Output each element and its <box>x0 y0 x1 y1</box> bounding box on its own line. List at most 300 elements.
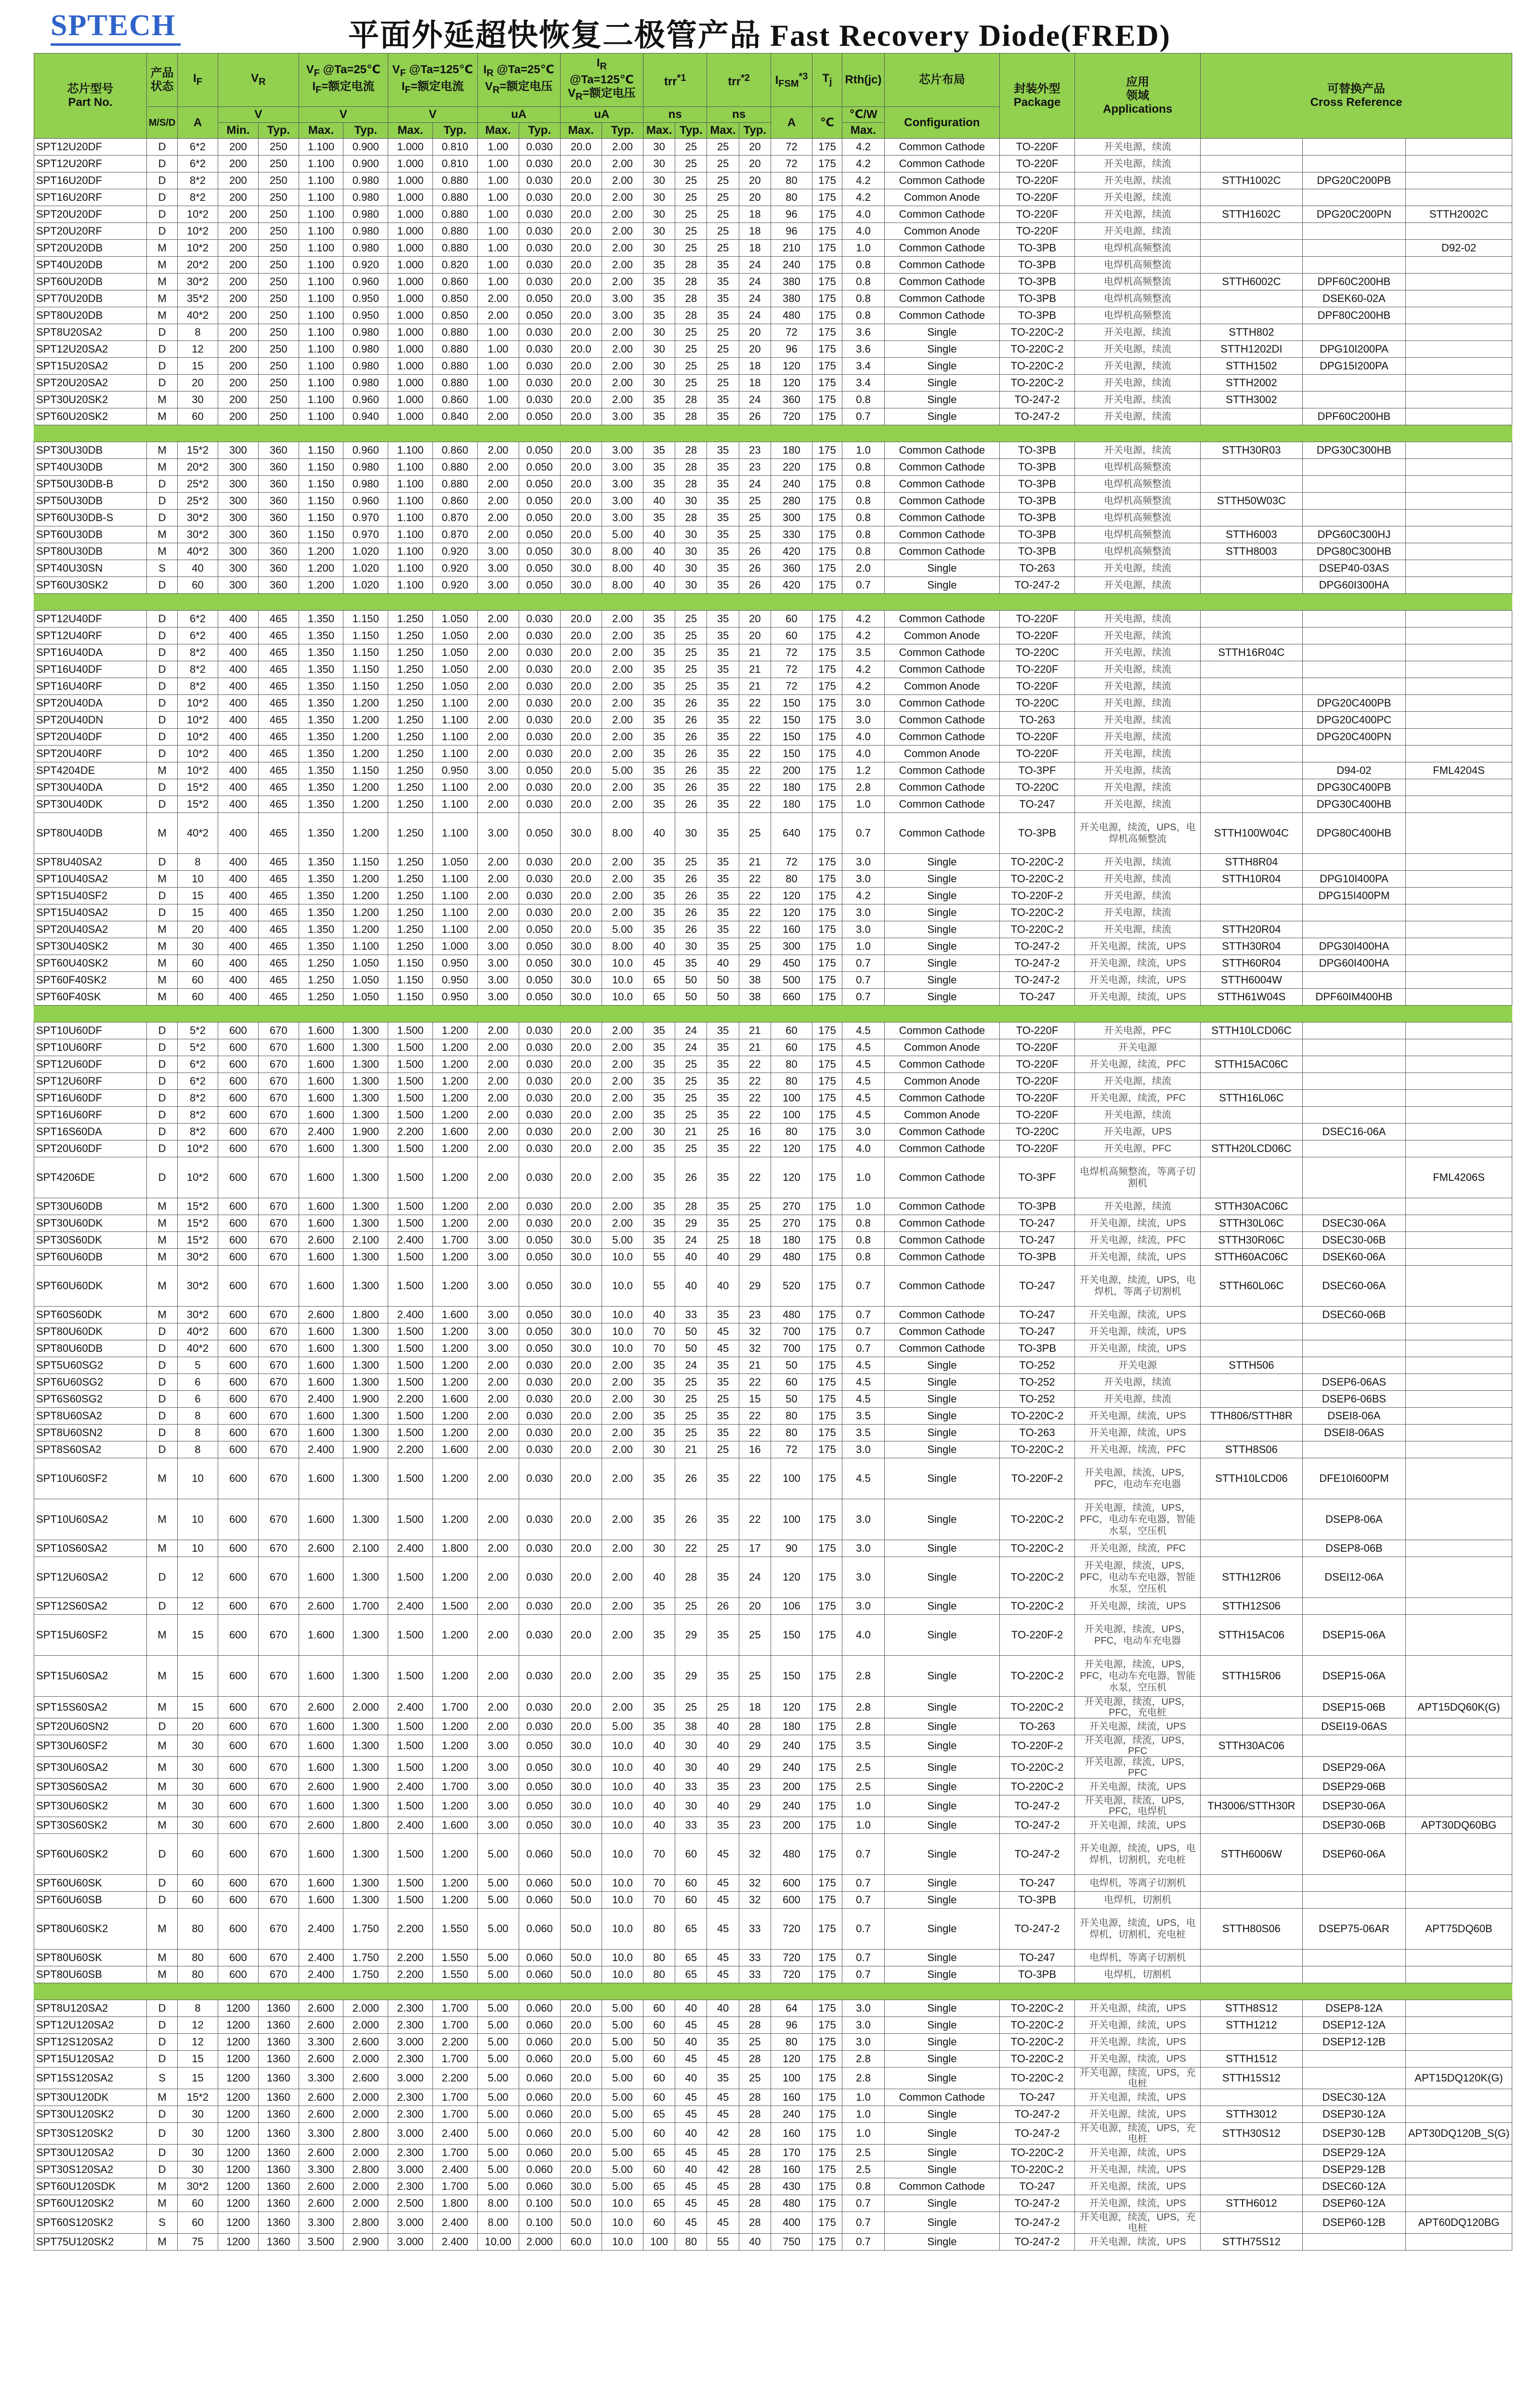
cell-ir125-typ: 3.00 <box>602 290 643 307</box>
cell-vf125-typ: 1.200 <box>432 1834 477 1875</box>
cell-trr2-typ: 20 <box>739 139 771 156</box>
cell-vf125-max: 2.200 <box>388 1441 433 1458</box>
cell-if: 6*2 <box>178 139 218 156</box>
cell-vr-min: 400 <box>218 813 258 854</box>
cell-configuration: Single <box>885 2034 999 2051</box>
cell-trr2-max: 40 <box>707 1266 739 1307</box>
cell-ir125-max: 30.0 <box>560 955 602 972</box>
cell-trr2-typ: 23 <box>739 1307 771 1323</box>
cell-rth: 2.5 <box>842 2145 884 2161</box>
table-row <box>34 611 1512 628</box>
cell-ir25-typ: 0.030 <box>519 1198 560 1215</box>
cell-part-no: SPT50U30DB-B <box>34 476 147 493</box>
cell-vf125-typ: 1.700 <box>432 2017 477 2034</box>
cell-ifsm: 100 <box>771 1090 812 1107</box>
cell-xref-3 <box>1406 1073 1512 1090</box>
cell-xref-3 <box>1406 442 1512 459</box>
cell-package: TO-3PB <box>999 1892 1075 1909</box>
cell-status: D <box>147 644 178 661</box>
cell-xref-3 <box>1406 1039 1512 1056</box>
cell-xref-1 <box>1200 1124 1302 1140</box>
cell-vr-typ: 1360 <box>258 2068 299 2089</box>
cell-ir125-max: 20.0 <box>560 341 602 358</box>
cell-applications: 开关电源，续流，UPS，电焊机，等离子切割机 <box>1075 1266 1201 1307</box>
cell-ir125-max: 30.0 <box>560 1795 602 1817</box>
cell-ir25-max: 2.00 <box>477 1425 519 1441</box>
cell-trr2-max: 45 <box>707 1950 739 1966</box>
cell-package: TO-247 <box>999 1215 1075 1232</box>
cell-configuration: Common Cathode <box>885 543 999 560</box>
cell-applications: 开关电源，续流 <box>1075 644 1201 661</box>
cell-if: 60 <box>178 2195 218 2212</box>
cell-ifsm: 500 <box>771 972 812 989</box>
cell-vf125-typ: 1.200 <box>432 1107 477 1124</box>
cell-trr2-typ: 28 <box>739 1718 771 1735</box>
cell-status: S <box>147 2212 178 2234</box>
cell-trr1-typ: 29 <box>675 1215 707 1232</box>
cell-vf25-typ: 1.300 <box>343 1140 388 1157</box>
cell-package: TO-220C-2 <box>999 341 1075 358</box>
cell-xref-2: DPG80C300HB <box>1302 543 1405 560</box>
table-row <box>34 871 1512 888</box>
cell-if: 6*2 <box>178 1056 218 1073</box>
cell-trr2-typ: 22 <box>739 762 771 779</box>
cell-xref-1 <box>1200 888 1302 904</box>
cell-ir25-typ: 0.030 <box>519 695 560 712</box>
vf25-c: @Ta=25℃ <box>320 63 381 77</box>
cell-xref-3 <box>1406 921 1512 938</box>
cell-ir125-max: 20.0 <box>560 888 602 904</box>
cell-ir125-typ: 5.00 <box>602 526 643 543</box>
cell-trr2-max: 35 <box>707 1056 739 1073</box>
cell-applications: 开关电源，续流，UPS，PFC，电动车充电器，智能水泵，空压机 <box>1075 1656 1201 1697</box>
cell-trr1-max: 40 <box>643 813 675 854</box>
cell-xref-2: DSEC60-12A <box>1302 2178 1405 2195</box>
cell-ir25-max: 2.00 <box>477 408 519 425</box>
table-row <box>34 712 1512 729</box>
cell-ifsm: 150 <box>771 1615 812 1656</box>
cell-vf125-typ: 0.820 <box>432 257 477 274</box>
cell-vf125-max: 3.000 <box>388 2034 433 2051</box>
vf25-e: F <box>315 84 322 95</box>
cell-vf125-typ: 0.880 <box>432 341 477 358</box>
cell-vr-typ: 465 <box>258 921 299 938</box>
cell-vr-typ: 360 <box>258 510 299 526</box>
cell-ir25-max: 2.00 <box>477 1090 519 1107</box>
cell-vr-typ: 670 <box>258 1425 299 1441</box>
cell-status: M <box>147 1735 178 1757</box>
cell-configuration: Common Cathode <box>885 1124 999 1140</box>
cell-if: 40 <box>178 560 218 577</box>
cell-xref-2 <box>1302 1892 1405 1909</box>
cell-xref-1 <box>1200 577 1302 594</box>
cell-vf25-typ: 2.800 <box>343 2123 388 2145</box>
cell-rth: 3.0 <box>842 854 884 871</box>
cell-xref-1 <box>1200 156 1302 172</box>
cell-ir125-max: 20.0 <box>560 375 602 392</box>
cell-ir125-max: 20.0 <box>560 2017 602 2034</box>
cell-vr-min: 200 <box>218 324 258 341</box>
cell-trr1-typ: 25 <box>675 189 707 206</box>
cell-vf25-max: 1.600 <box>299 1557 343 1598</box>
cell-xref-2 <box>1302 139 1405 156</box>
cell-trr1-max: 35 <box>643 1697 675 1718</box>
cell-part-no: SPT15U60SA2 <box>34 1656 147 1697</box>
cell-if: 75 <box>178 2234 218 2251</box>
table-row <box>34 2234 1512 2251</box>
cell-trr2-max: 45 <box>707 1892 739 1909</box>
cell-rth: 4.2 <box>842 172 884 189</box>
cell-rth: 2.8 <box>842 2068 884 2089</box>
cell-status: M <box>147 392 178 408</box>
cell-vf25-typ: 0.980 <box>343 240 388 257</box>
cell-xref-2: DSEP60-12A <box>1302 2195 1405 2212</box>
cell-applications: 开关电源，续流 <box>1075 139 1201 156</box>
cell-vr-min: 200 <box>218 223 258 240</box>
cell-xref-3 <box>1406 904 1512 921</box>
cell-status: D <box>147 1107 178 1124</box>
cell-vf125-typ: 0.860 <box>432 442 477 459</box>
cell-applications: 电焊机高频整流 <box>1075 510 1201 526</box>
cell-tj: 175 <box>812 813 842 854</box>
cell-xref-1: STTH16R04C <box>1200 644 1302 661</box>
cell-vr-typ: 1360 <box>258 2000 299 2017</box>
cell-ir125-max: 20.0 <box>560 921 602 938</box>
vf25-max: Max. <box>299 123 343 139</box>
cell-if: 40*2 <box>178 1340 218 1357</box>
cell-ir25-max: 2.00 <box>477 1039 519 1056</box>
cell-if: 15*2 <box>178 1198 218 1215</box>
cell-trr2-max: 35 <box>707 1198 739 1215</box>
cell-vr-typ: 670 <box>258 1340 299 1357</box>
cell-ir25-max: 3.00 <box>477 972 519 989</box>
cell-vf125-max: 1.500 <box>388 1340 433 1357</box>
cell-xref-1: STTH15S12 <box>1200 2068 1302 2089</box>
cell-trr2-max: 35 <box>707 543 739 560</box>
header-vf125 <box>388 53 477 107</box>
cell-xref-2: DSEC60-06A <box>1302 1266 1405 1307</box>
cell-vf25-typ: 1.300 <box>343 1499 388 1540</box>
cell-status: M <box>147 1198 178 1215</box>
cell-ir125-max: 50.0 <box>560 1909 602 1950</box>
cell-vr-min: 600 <box>218 1039 258 1056</box>
cell-trr2-max: 35 <box>707 712 739 729</box>
cell-ir25-max: 2.00 <box>477 1656 519 1697</box>
cell-vf125-typ: 1.200 <box>432 1215 477 1232</box>
cell-if: 12 <box>178 2034 218 2051</box>
cell-tj: 175 <box>812 661 842 678</box>
cell-applications: 开关电源，续流 <box>1075 746 1201 762</box>
cell-vr-typ: 360 <box>258 560 299 577</box>
cell-trr1-max: 35 <box>643 1425 675 1441</box>
cell-ir125-typ: 5.00 <box>602 2017 643 2034</box>
cell-part-no: SPT16U40RF <box>34 678 147 695</box>
cell-rth: 3.0 <box>842 1598 884 1615</box>
cell-vr-min: 600 <box>218 1966 258 1983</box>
cell-trr1-max: 65 <box>643 972 675 989</box>
cell-status: D <box>147 1056 178 1073</box>
cell-vf125-typ: 1.100 <box>432 779 477 796</box>
cell-part-no: SPT30S60DK <box>34 1232 147 1249</box>
cell-trr2-max: 35 <box>707 526 739 543</box>
cell-trr2-typ: 24 <box>739 290 771 307</box>
cell-trr2-max: 35 <box>707 560 739 577</box>
cell-applications: 开关电源，续流 <box>1075 560 1201 577</box>
cell-status: M <box>147 1266 178 1307</box>
cell-trr2-typ: 22 <box>739 904 771 921</box>
ir125-typ: Typ. <box>602 123 643 139</box>
cell-if: 10*2 <box>178 1140 218 1157</box>
cell-ifsm: 720 <box>771 1966 812 1983</box>
cell-ir25-typ: 0.060 <box>519 2123 560 2145</box>
cell-trr1-typ: 30 <box>675 1735 707 1757</box>
cell-trr1-max: 35 <box>643 1357 675 1374</box>
cell-rth: 0.7 <box>842 1307 884 1323</box>
cell-status: M <box>147 1215 178 1232</box>
cell-ir125-max: 20.0 <box>560 2000 602 2017</box>
cell-package: TO-247-2 <box>999 972 1075 989</box>
cell-applications: 电焊机高频整流 <box>1075 526 1201 543</box>
cell-xref-3: APT60DQ120BG <box>1406 2212 1512 2234</box>
cell-vf25-typ: 2.600 <box>343 2068 388 2089</box>
cell-trr1-max: 40 <box>643 1307 675 1323</box>
cell-vf25-max: 1.350 <box>299 854 343 871</box>
cell-status: D <box>147 2161 178 2178</box>
xref-cn: 可替换产品 <box>1327 82 1385 95</box>
cell-vr-typ: 670 <box>258 1757 299 1779</box>
cell-package: TO-220F <box>999 1022 1075 1039</box>
cell-ifsm: 72 <box>771 661 812 678</box>
cell-ir25-typ: 0.060 <box>519 2068 560 2089</box>
cell-ir25-max: 1.00 <box>477 341 519 358</box>
cell-part-no: SPT20U20RF <box>34 223 147 240</box>
cell-ir125-max: 20.0 <box>560 1374 602 1391</box>
cell-part-no: SPT30S120SA2 <box>34 2161 147 2178</box>
cell-ir125-typ: 2.00 <box>602 1056 643 1073</box>
cell-if: 30*2 <box>178 526 218 543</box>
cell-vf125-max: 1.500 <box>388 1249 433 1266</box>
cell-applications: 开关电源，续流，UPS，PFC，电动车充电器，智能水泵，空压机 <box>1075 1557 1201 1598</box>
cell-ifsm: 100 <box>771 1499 812 1540</box>
cell-vf125-max: 1.000 <box>388 408 433 425</box>
cell-trr1-typ: 80 <box>675 2234 707 2251</box>
cell-ir25-typ: 0.060 <box>519 2106 560 2123</box>
cell-vf25-max: 1.100 <box>299 375 343 392</box>
cell-rth: 1.0 <box>842 442 884 459</box>
cell-ir125-typ: 2.00 <box>602 888 643 904</box>
cell-vf25-max: 1.600 <box>299 1266 343 1307</box>
cell-vr-min: 400 <box>218 871 258 888</box>
cell-ifsm: 80 <box>771 1056 812 1073</box>
cell-part-no: SPT70U20DB <box>34 290 147 307</box>
cell-trr2-max: 35 <box>707 1039 739 1056</box>
cell-ir125-typ: 5.00 <box>602 762 643 779</box>
cell-trr2-max: 25 <box>707 1124 739 1140</box>
cell-ir125-max: 20.0 <box>560 1157 602 1198</box>
cell-ir125-typ: 10.0 <box>602 1892 643 1909</box>
cell-status: M <box>147 1795 178 1817</box>
cell-package: TO-220F <box>999 1039 1075 1056</box>
cell-vf125-typ: 1.050 <box>432 661 477 678</box>
cell-ir25-max: 2.00 <box>477 1124 519 1140</box>
cell-tj: 175 <box>812 1374 842 1391</box>
cell-applications: 开关电源，续流 <box>1075 206 1201 223</box>
cell-ir125-max: 20.0 <box>560 695 602 712</box>
cell-configuration: Common Cathode <box>885 1323 999 1340</box>
table-row <box>34 139 1512 156</box>
cell-ifsm: 80 <box>771 871 812 888</box>
cell-rth: 0.8 <box>842 510 884 526</box>
cell-ir125-typ: 8.00 <box>602 813 643 854</box>
cell-vr-typ: 250 <box>258 358 299 375</box>
cell-rth: 0.8 <box>842 493 884 510</box>
cell-tj: 175 <box>812 543 842 560</box>
section-separator <box>34 425 1512 442</box>
cell-ir125-max: 30.0 <box>560 989 602 1006</box>
cell-configuration: Common Cathode <box>885 240 999 257</box>
cell-vr-min: 200 <box>218 156 258 172</box>
cell-trr2-typ: 18 <box>739 1232 771 1249</box>
cell-trr1-typ: 40 <box>675 1266 707 1307</box>
cell-package: TO-220F <box>999 172 1075 189</box>
cell-package: TO-247 <box>999 989 1075 1006</box>
cell-configuration: Single <box>885 1408 999 1425</box>
cell-trr1-typ: 28 <box>675 510 707 526</box>
ifsm-sub: FSM <box>778 78 799 89</box>
cell-trr2-max: 35 <box>707 644 739 661</box>
cell-trr2-typ: 20 <box>739 1598 771 1615</box>
cell-vf25-max: 2.600 <box>299 2000 343 2017</box>
cell-ir25-max: 1.00 <box>477 139 519 156</box>
cell-vf125-max: 3.000 <box>388 2068 433 2089</box>
cell-package: TO-220C-2 <box>999 1757 1075 1779</box>
cell-xref-3: FML4204S <box>1406 762 1512 779</box>
cell-ir125-typ: 2.00 <box>602 1458 643 1499</box>
cell-ir25-typ: 0.030 <box>519 871 560 888</box>
cell-configuration: Common Cathode <box>885 1232 999 1249</box>
cell-configuration: Common Cathode <box>885 729 999 746</box>
cell-xref-1 <box>1200 307 1302 324</box>
cell-vf25-max: 1.150 <box>299 510 343 526</box>
cell-vf25-max: 1.100 <box>299 324 343 341</box>
cell-applications: 开关电源，续流，UPS，充电桩 <box>1075 2068 1201 2089</box>
cell-vr-min: 400 <box>218 938 258 955</box>
cell-vr-min: 400 <box>218 746 258 762</box>
cell-vr-min: 1200 <box>218 2089 258 2106</box>
header-part-cn: 芯片型号 <box>67 82 114 95</box>
cell-vf25-max: 1.600 <box>299 1022 343 1039</box>
cell-trr1-max: 30 <box>643 1441 675 1458</box>
cell-xref-3 <box>1406 1107 1512 1124</box>
cell-vr-typ: 670 <box>258 1232 299 1249</box>
cell-ir25-max: 1.00 <box>477 223 519 240</box>
cell-vr-typ: 670 <box>258 1140 299 1157</box>
cell-ifsm: 160 <box>771 2123 812 2145</box>
cell-xref-3 <box>1406 644 1512 661</box>
cell-ir25-max: 3.00 <box>477 1735 519 1757</box>
cell-trr1-typ: 25 <box>675 1391 707 1408</box>
cell-xref-3 <box>1406 1892 1512 1909</box>
cell-trr2-typ: 25 <box>739 1198 771 1215</box>
cell-ifsm: 72 <box>771 644 812 661</box>
unit-rth-cw: ℃/W <box>842 107 884 123</box>
cell-ir25-typ: 0.030 <box>519 854 560 871</box>
cell-vf125-typ: 1.050 <box>432 644 477 661</box>
cell-trr1-typ: 35 <box>675 955 707 972</box>
cell-tj: 175 <box>812 139 842 156</box>
cell-trr2-max: 45 <box>707 1909 739 1950</box>
cell-status: D <box>147 2000 178 2017</box>
cell-vf125-max: 1.100 <box>388 459 433 476</box>
cell-package: TO-220C-2 <box>999 2034 1075 2051</box>
cell-xref-3 <box>1406 1307 1512 1323</box>
cell-vf125-max: 2.300 <box>388 2000 433 2017</box>
cell-configuration: Single <box>885 2195 999 2212</box>
cell-vf125-typ: 1.050 <box>432 611 477 628</box>
cell-vf125-max: 1.100 <box>388 493 433 510</box>
cell-status: D <box>147 746 178 762</box>
cell-ir125-typ: 2.00 <box>602 1157 643 1198</box>
cell-trr1-max: 35 <box>643 408 675 425</box>
cell-xref-3 <box>1406 1966 1512 1983</box>
cell-package: TO-252 <box>999 1357 1075 1374</box>
cell-vf25-typ: 1.050 <box>343 989 388 1006</box>
cell-vf25-typ: 0.980 <box>343 324 388 341</box>
cell-ir125-max: 30.0 <box>560 543 602 560</box>
cell-vf125-typ: 2.400 <box>432 2161 477 2178</box>
cell-vf125-typ: 0.880 <box>432 240 477 257</box>
cell-trr2-typ: 22 <box>739 695 771 712</box>
cell-rth: 3.0 <box>842 871 884 888</box>
cell-trr1-max: 40 <box>643 560 675 577</box>
cell-package: TO-220C-2 <box>999 2068 1075 2089</box>
cell-package: TO-220C-2 <box>999 2000 1075 2017</box>
cell-vr-min: 600 <box>218 1140 258 1157</box>
cell-trr1-typ: 25 <box>675 644 707 661</box>
cell-vf25-typ: 1.750 <box>343 1909 388 1950</box>
cell-vf25-max: 1.600 <box>299 1735 343 1757</box>
cell-xref-1 <box>1200 1157 1302 1198</box>
cell-vr-typ: 250 <box>258 223 299 240</box>
cell-applications: 开关电源，续流 <box>1075 392 1201 408</box>
cell-tj: 175 <box>812 358 842 375</box>
cell-vf25-max: 2.600 <box>299 1598 343 1615</box>
cell-ir25-typ: 0.030 <box>519 189 560 206</box>
cell-ir125-typ: 5.00 <box>602 2034 643 2051</box>
cell-if: 40*2 <box>178 543 218 560</box>
cell-rth: 3.0 <box>842 2034 884 2051</box>
cell-rth: 3.0 <box>842 712 884 729</box>
cell-ir25-max: 2.00 <box>477 1441 519 1458</box>
cell-trr2-typ: 28 <box>739 2000 771 2017</box>
cell-xref-3 <box>1406 611 1512 628</box>
cell-tj: 175 <box>812 1140 842 1157</box>
cell-trr2-max: 35 <box>707 1817 739 1834</box>
cell-xref-3 <box>1406 1140 1512 1157</box>
cell-vr-min: 400 <box>218 695 258 712</box>
cell-ir125-max: 20.0 <box>560 1090 602 1107</box>
cell-ir125-typ: 5.00 <box>602 2089 643 2106</box>
table-row <box>34 1950 1512 1966</box>
cell-ifsm: 100 <box>771 1458 812 1499</box>
cell-configuration: Single <box>885 1966 999 1983</box>
cell-trr1-max: 35 <box>643 1499 675 1540</box>
cell-trr2-typ: 32 <box>739 1340 771 1357</box>
cell-vf125-typ: 1.200 <box>432 1757 477 1779</box>
cell-status: M <box>147 1458 178 1499</box>
cell-part-no: SPT15S60SA2 <box>34 1697 147 1718</box>
cell-xref-1: STTH12R06 <box>1200 1557 1302 1598</box>
